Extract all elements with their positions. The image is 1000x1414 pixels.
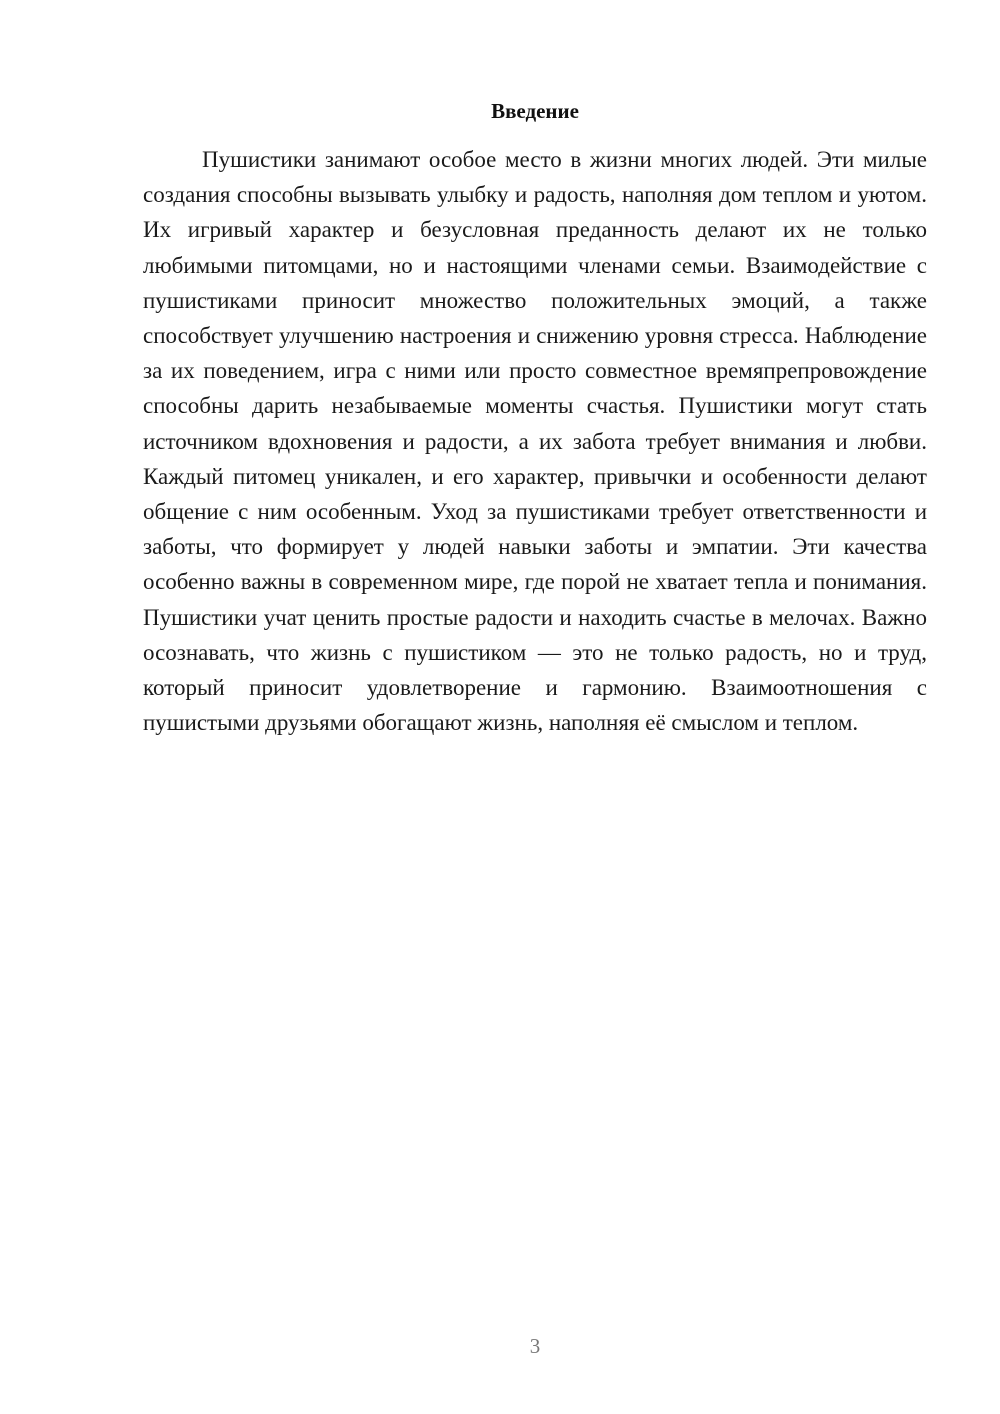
page-number: 3: [529, 1334, 541, 1358]
section-heading: Введение: [491, 99, 579, 123]
body-paragraph: Пушистики занимают особое место в жизни многих людей. Эти милые создания способны вызывать улыбку и радость, наполняя дом теплом и уютом. Их игривый характер и безусловная преданность делают их не только любимыми питомцами, но и настоящими членами семьи. Взаимодействие с пушистиками приносит множество положительных эмоций, а также способствует улучшению настроения и снижению уровня стресса. Наблюдение за их поведением, игра с ними или просто совместное времяпрепровождение способны дарить незабываемые моменты счастья. Пушистики могут стать источником вдохновения и радости, а их забота требует внимания и любви. Каждый питомец уникален, и его характер, привычки и особенности делают общение с ним особенным. Уход за пушистиками требует ответственности и заботы, что формирует у людей навыки заботы и эмпатии. Эти качества особенно важны в современном мире, где порой не хватает тепла и понимания. Пушистики учат ценить простые радости и находить счастье в мелочах. Важно осознавать, что жизнь с пушистиком — это не только радость, но и труд, который приносит удовлетворение и гармонию. Взаимоотношения с пушистыми друзьями обогащают жизнь, наполняя её смыслом и теплом.: [143, 147, 927, 736]
